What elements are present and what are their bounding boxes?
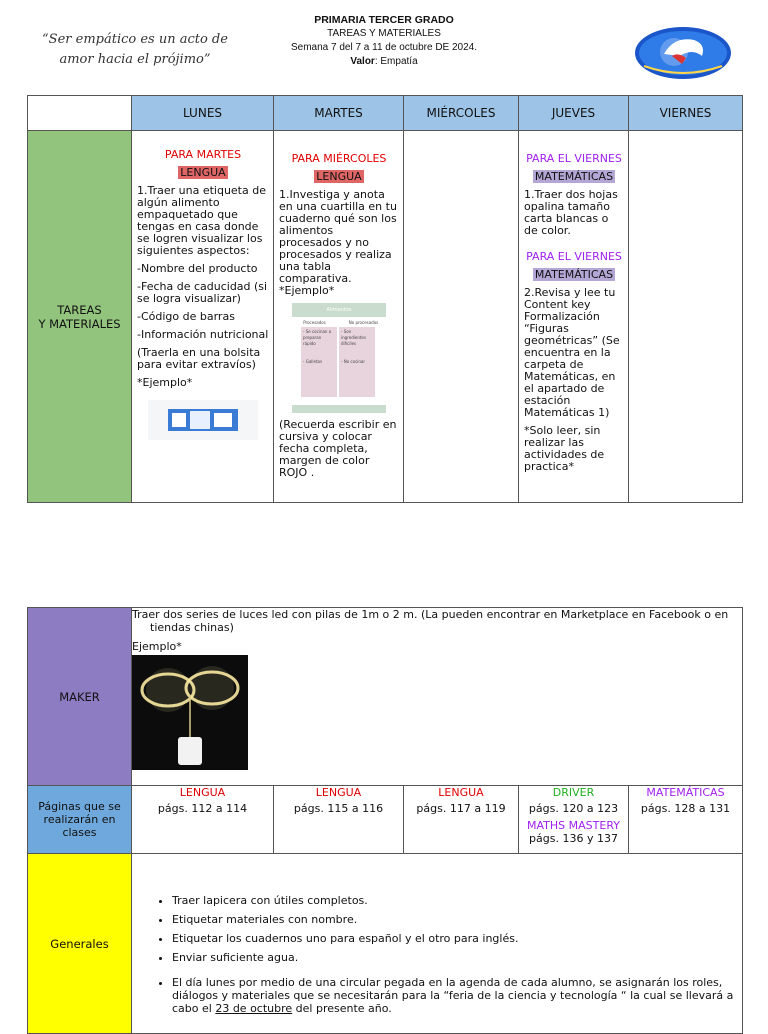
martes-ejemplo: *Ejemplo*: [279, 284, 335, 297]
lunes-b2: -Fecha de caducidad (si se logra visualizar): [137, 280, 268, 305]
generales-item-feria: • El día lunes por medio de una circular pegada en la agenda de cada alumno, se asignarán los roles, diálogos y materiales que se necesitarán para la “feria de la ciencia y tecnología “ la cual se llevará a cabo el 23 de octubre del presente año.: [172, 976, 742, 1015]
pages-lunes-subject: LENGUA: [179, 786, 226, 799]
header-title: PRIMARIA TERCER GRADO: [314, 14, 454, 26]
day-header-martes: MARTES: [274, 96, 404, 131]
generales-list: [132, 894, 742, 1015]
tareas-label: TAREAS Y MATERIALES: [28, 131, 132, 503]
maker-label: MAKER: [28, 608, 132, 786]
tareas-miercoles-cell: [404, 131, 519, 503]
pages-martes-pages: págs. 115 a 116: [293, 802, 384, 815]
generales-item: • Etiquetar los cuadernos uno para español y el otro para inglés.: [172, 932, 742, 945]
maker-text: Traer dos series de luces led con pilas de 1m o 2 m. (La pueden encontrar en Marketplace en Facebook o en tiendas chinas): [132, 608, 729, 634]
pages-lunes-pages: págs. 112 a 114: [157, 802, 248, 815]
lunes-b1: -Nombre del producto: [137, 262, 258, 275]
food-label-example-image: [148, 395, 258, 445]
maker-cell: [132, 608, 743, 786]
comparative-table-example: Alimentos Procesados No procesados - Se cocinan o preparan rápido - Galletas - Son ingredientes difíciles - No cocinar: [292, 303, 386, 413]
led-lights-example-image: [132, 655, 248, 770]
pages-jueves-pages: págs. 120 a 123: [528, 802, 619, 815]
tareas-martes-cell: [274, 131, 404, 503]
lunes-subject: LENGUA: [180, 166, 226, 179]
generales-label: Generales: [28, 854, 132, 1034]
pages-jueves-pages2: págs. 136 y 137: [529, 832, 618, 845]
pages-martes-subject: LENGUA: [315, 786, 362, 799]
tareas-table: [27, 95, 743, 503]
header-valor: Valor: Empatía: [350, 56, 418, 67]
pages-jueves-subject: DRIVER: [552, 786, 595, 799]
jueves-subject2: MATEMÁTICAS: [534, 268, 614, 281]
pages-miercoles-subject: LENGUA: [438, 786, 484, 799]
lunes-ejemplo: *Ejemplo*: [137, 376, 193, 389]
header-week: Semana 7 del 7 a 11 de octubre DE 2024.: [290, 42, 478, 53]
maker-table: [27, 607, 743, 1034]
corner-cell: [28, 96, 132, 131]
document-header: [250, 13, 518, 69]
pages-jueves-subject2: MATHS MASTERY: [527, 819, 620, 832]
pages-miercoles-cell: [404, 786, 519, 854]
martes-subject: LENGUA: [316, 170, 362, 183]
school-logo: [634, 26, 732, 80]
motto-quote: “Ser empático es un acto de amor hacia el prójimo”: [42, 32, 228, 67]
generales-cell: [132, 854, 743, 1034]
jueves-para2: PARA EL VIERNES: [526, 250, 622, 263]
martes-note: (Recuerda escribir en cursiva y colocar fecha completa, margen de color ROJO .: [279, 418, 397, 479]
pages-label: Páginas que se realizarán en clases: [28, 786, 132, 854]
martes-para: PARA MIÉRCOLES: [291, 152, 387, 165]
pages-lunes-cell: [132, 786, 274, 854]
pages-jueves-cell: [519, 786, 629, 854]
jueves-subject1: MATEMÁTICAS: [534, 170, 614, 183]
jueves-item1: 1.Traer dos hojas opalina tamaño carta blancas o de color.: [524, 188, 618, 237]
day-header-jueves: JUEVES: [519, 96, 629, 131]
pages-martes-cell: [274, 786, 404, 854]
tareas-viernes-cell: [629, 131, 743, 503]
jueves-para1: PARA EL VIERNES: [526, 152, 622, 165]
martes-item1: 1.Investiga y anota en una cuartilla en tu cuaderno qué son los alimentos procesados y no procesados y realiza una tabla comparativa.: [279, 188, 397, 285]
jueves-note: *Solo leer, sin realizar las actividades de practica*: [524, 424, 605, 473]
lunes-note: (Traerla en una bolsita para evitar extravíos): [137, 346, 261, 371]
lunes-item1: 1.Traer una etiqueta de algún alimento empaquetado que tengas en casa donde se logren visualizar los siguientes aspectos:: [137, 184, 266, 257]
generales-item: • Etiquetar materiales con nombre.: [172, 913, 742, 926]
jueves-item2: 2.Revisa y lee tu Content key Formalización “Figuras geométricas” (Se encuentra en la carpeta de Matemáticas, en el apartado de estación Matemáticas 1): [524, 286, 620, 419]
pages-viernes-cell: [629, 786, 743, 854]
generales-item: • Enviar suficiente agua.: [172, 951, 742, 964]
lunes-b4: -Información nutricional: [137, 328, 269, 341]
day-header-lunes: LUNES: [132, 96, 274, 131]
pages-miercoles-pages: págs. 117 a 119: [416, 802, 506, 815]
maker-ejemplo: Ejemplo*: [132, 640, 182, 653]
header-subtitle: TAREAS Y MATERIALES: [327, 28, 441, 39]
tareas-jueves-cell: [519, 131, 629, 503]
pages-viernes-pages: págs. 128 a 131: [640, 802, 731, 815]
tareas-lunes-cell: [132, 131, 274, 503]
lunes-para: PARA MARTES: [164, 148, 242, 161]
day-header-viernes: VIERNES: [629, 96, 743, 131]
feria-date: 23 de octubre: [215, 1002, 293, 1015]
pages-viernes-subject: MATEMÁTICAS: [646, 786, 725, 799]
generales-item: • Traer lapicera con útiles completos.: [172, 894, 742, 907]
lunes-b3: -Código de barras: [137, 310, 235, 323]
day-header-miercoles: MIÉRCOLES: [404, 96, 519, 131]
